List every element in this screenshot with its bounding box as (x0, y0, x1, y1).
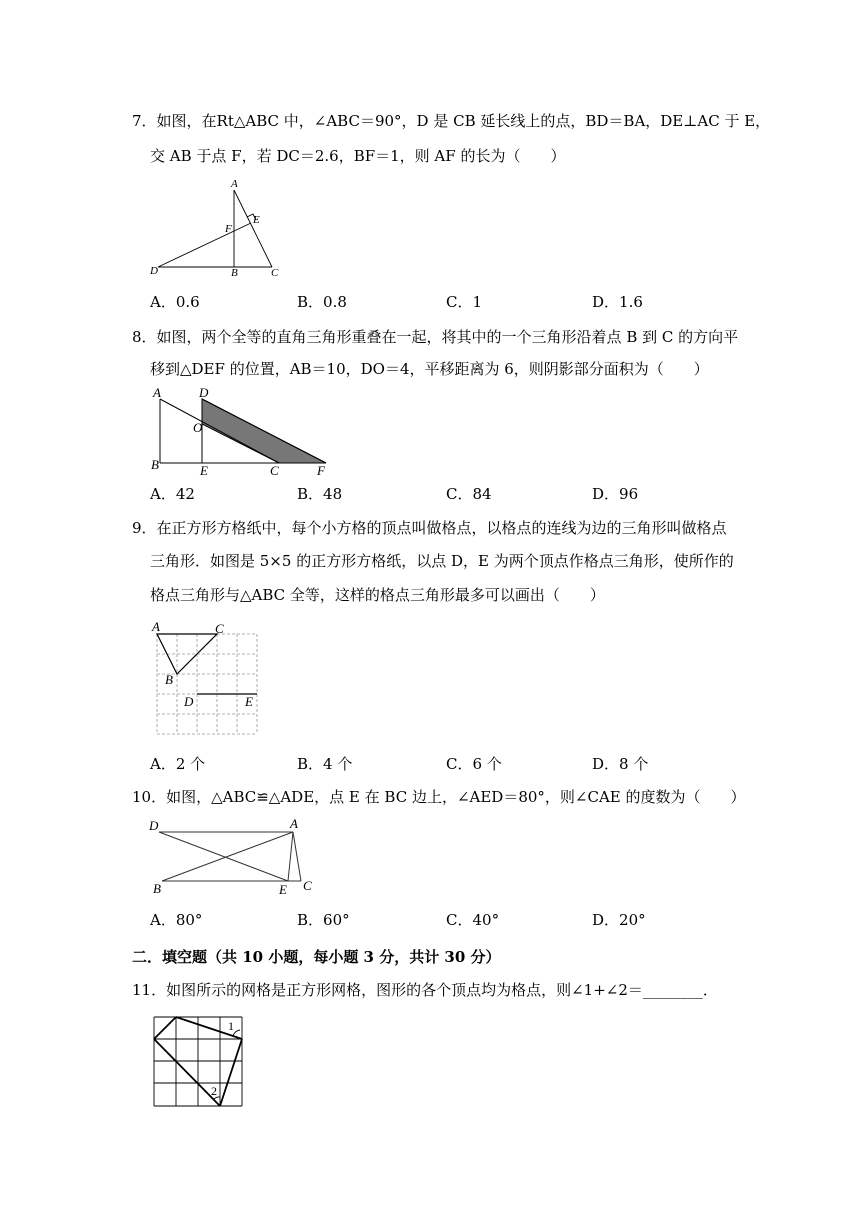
q11-stem-line1: 11．如图所示的网格是正方形网格，图形的各个顶点均为格点，则∠1+∠2＝________． (132, 981, 718, 999)
q9-label-e: E (245, 694, 253, 709)
q7-label-f: F (225, 223, 232, 235)
q7-label-b: B (231, 267, 238, 279)
q10-option-c[interactable]: C．40° (446, 911, 500, 929)
q9-label-a: A (152, 619, 160, 634)
q7-option-b[interactable]: B．0.8 (297, 293, 347, 311)
q8-option-b[interactable]: B．48 (297, 485, 343, 503)
q7-option-a[interactable]: A．0.6 (150, 293, 200, 311)
q9-label-b: B (165, 672, 173, 687)
q10-option-b[interactable]: B．60° (297, 911, 350, 929)
q8-label-e: E (200, 463, 208, 478)
q11-angle-1-label: 1 (228, 1019, 234, 1033)
q8-stem-line1: 8．如图，两个全等的直角三角形重叠在一起，将其中的一个三角形沿着点 B 到 C 的方向平 (132, 328, 739, 346)
q10-label-a: A (290, 816, 298, 831)
q10-stem-line1: 10．如图，△ABC≌△ADE，点 E 在 BC 边上，∠AED＝80°，则∠CAE 的度数为（ ） (132, 788, 746, 806)
q9-stem-line2: 三角形．如图是 5×5 的正方形方格纸，以点 D，E 为两个顶点作格点三角形，使所作的 (150, 552, 734, 570)
q8-option-d[interactable]: D．96 (592, 485, 639, 503)
q9-label-c: C (215, 621, 224, 636)
q9-stem-line1: 9．在正方形方格纸中，每个小方格的顶点叫做格点，以格点的连线为边的三角形叫做格点 (132, 519, 727, 537)
q7-stem-line1: 7．如图，在Rt△ABC 中，∠ABC＝90°，D 是 CB 延长线上的点，BD＝BA，DE⊥AC 于 E， (132, 112, 771, 130)
q8-figure (148, 385, 333, 480)
q9-option-a[interactable]: A．2 个 (150, 755, 206, 773)
q7-stem-line2: 交 AB 于点 F，若 DC＝2.6，BF＝1，则 AF 的长为（ ） (150, 147, 566, 165)
q8-option-c[interactable]: C．84 (446, 485, 492, 503)
q7-option-c[interactable]: C．1 (446, 293, 483, 311)
section-heading: 二．填空题（共 10 小题，每小题 3 分，共计 30 分） (132, 948, 501, 966)
q10-option-d[interactable]: D．20° (592, 911, 646, 929)
q10-figure (145, 814, 335, 896)
q9-option-c[interactable]: C．6 个 (446, 755, 502, 773)
q9-option-b[interactable]: B．4 个 (297, 755, 353, 773)
q7-label-c: C (271, 267, 279, 279)
q8-label-c: C (270, 463, 279, 478)
q7-figure (145, 176, 285, 280)
q8-label-a: A (153, 385, 161, 400)
q9-option-d[interactable]: D．8 个 (592, 755, 649, 773)
q10-label-e: E (279, 882, 287, 897)
q10-label-c: C (303, 878, 312, 893)
q7-label-a: A (231, 178, 238, 190)
q8-label-f: F (317, 463, 325, 478)
q8-label-o: O (193, 420, 203, 435)
q7-label-e: E (253, 214, 260, 226)
q10-label-d: D (149, 818, 159, 833)
q11-figure (150, 1012, 270, 1112)
q8-label-b: B (151, 457, 159, 472)
q7-label-d: D (150, 265, 158, 277)
q9-figure (150, 620, 265, 740)
q7-option-d[interactable]: D．1.6 (592, 293, 643, 311)
q9-stem-line3: 格点三角形与△ABC 全等，这样的格点三角形最多可以画出（ ） (150, 586, 605, 604)
q9-label-d: D (184, 694, 194, 709)
q10-label-b: B (153, 881, 161, 896)
q8-option-a[interactable]: A．42 (150, 485, 195, 503)
q8-label-d: D (199, 385, 209, 400)
q10-option-a[interactable]: A．80° (150, 911, 203, 929)
q11-angle-2-label: 2 (211, 1084, 217, 1098)
q8-stem-line2: 移到△DEF 的位置，AB＝10，DO＝4，平移距离为 6，则阴影部分面积为（ ） (150, 360, 709, 378)
